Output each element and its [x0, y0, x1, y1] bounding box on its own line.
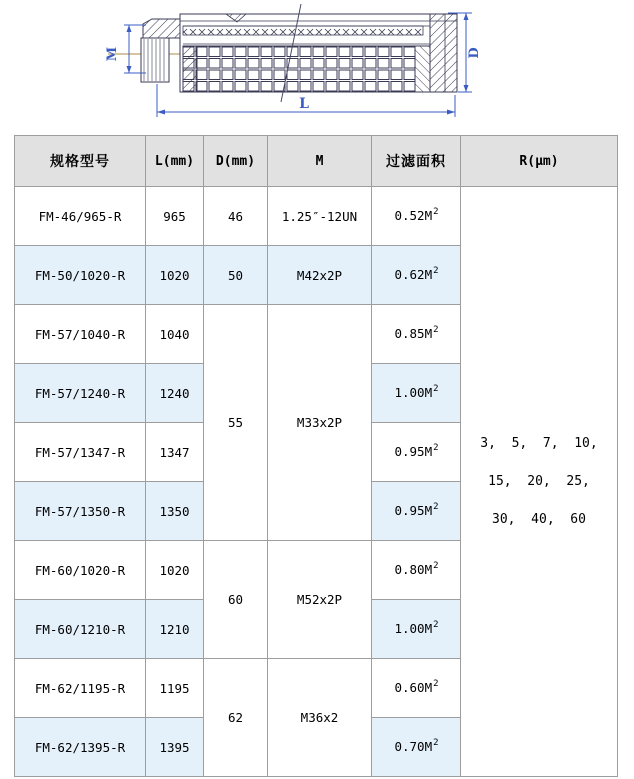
- area-value: 0.95: [394, 503, 425, 519]
- dimension-d-label: D: [467, 47, 482, 59]
- header-model: 规格型号: [15, 136, 146, 187]
- area-value: 0.62: [394, 267, 425, 283]
- model-cell: FM-57/1040-R: [15, 305, 146, 364]
- header-diameter: D(mm): [204, 136, 268, 187]
- micron-line: 15, 20, 25,: [488, 473, 590, 489]
- header-micron: R(μm): [461, 136, 618, 187]
- diameter-cell: 62: [204, 659, 268, 777]
- model-cell: FM-60/1210-R: [15, 600, 146, 659]
- right-end-cap: [430, 14, 457, 92]
- area-sup: 2: [433, 325, 439, 336]
- length-cell: 1195: [146, 659, 204, 718]
- header-length: L(mm): [146, 136, 204, 187]
- micron-line: 3, 5, 7, 10,: [480, 435, 598, 451]
- mesh-grid: [183, 46, 415, 92]
- perforated-band: [183, 26, 423, 35]
- model-cell: FM-57/1350-R: [15, 482, 146, 541]
- area-unit: M: [424, 680, 433, 696]
- length-cell: 1020: [146, 246, 204, 305]
- area-sup: 2: [433, 443, 439, 454]
- left-end-cap: [143, 19, 180, 38]
- length-cell: 1347: [146, 423, 204, 482]
- area-unit: M: [424, 326, 433, 342]
- thread-cell: M52x2P: [268, 541, 372, 659]
- micron-ratings-cell: [461, 187, 618, 777]
- length-cell: 965: [146, 187, 204, 246]
- diameter-cell: 55: [204, 305, 268, 541]
- area-cell: [372, 541, 461, 600]
- weld-zone: [415, 46, 430, 92]
- diameter-cell: 46: [204, 187, 268, 246]
- model-cell: FM-46/965-R: [15, 187, 146, 246]
- length-cell: 1240: [146, 364, 204, 423]
- area-sup: 2: [433, 561, 439, 572]
- area-value: 0.80: [394, 562, 425, 578]
- area-unit: M: [424, 621, 433, 637]
- filter-element-svg: [0, 0, 634, 130]
- header-row: [15, 136, 618, 187]
- micron-line: 30, 40, 60: [492, 511, 586, 527]
- area-unit: M: [424, 267, 433, 283]
- area-cell: [372, 718, 461, 777]
- area-sup: 2: [433, 620, 439, 631]
- thread-cell: 1.25″-12UN: [268, 187, 372, 246]
- area-value: 0.85: [394, 326, 425, 342]
- dimension-m-label: M: [105, 46, 120, 62]
- area-cell: [372, 482, 461, 541]
- thread-cell: M42x2P: [268, 246, 372, 305]
- area-cell: [372, 659, 461, 718]
- element-body: [180, 14, 457, 92]
- table-row: [15, 187, 618, 246]
- diameter-cell: 60: [204, 541, 268, 659]
- area-value: 1.00: [394, 621, 425, 637]
- filter-element-drawing: [0, 0, 634, 130]
- length-cell: 1040: [146, 305, 204, 364]
- header-area: 过滤面积: [372, 136, 461, 187]
- area-value: 0.95: [394, 444, 425, 460]
- length-cell: 1210: [146, 600, 204, 659]
- area-value: 0.52: [394, 208, 425, 224]
- thread-cell: M36x2: [268, 659, 372, 777]
- area-cell: [372, 305, 461, 364]
- area-cell: [372, 600, 461, 659]
- model-cell: FM-62/1195-R: [15, 659, 146, 718]
- area-cell: [372, 364, 461, 423]
- area-sup: 2: [433, 207, 439, 218]
- area-value: 0.60: [394, 680, 425, 696]
- header-thread: M: [268, 136, 372, 187]
- diameter-cell: 50: [204, 246, 268, 305]
- model-cell: FM-57/1347-R: [15, 423, 146, 482]
- area-cell: [372, 246, 461, 305]
- area-value: 1.00: [394, 385, 425, 401]
- area-unit: M: [424, 208, 433, 224]
- area-unit: M: [424, 503, 433, 519]
- area-unit: M: [424, 562, 433, 578]
- area-unit: M: [424, 739, 433, 755]
- model-cell: FM-50/1020-R: [15, 246, 146, 305]
- length-cell: 1350: [146, 482, 204, 541]
- model-cell: FM-60/1020-R: [15, 541, 146, 600]
- area-sup: 2: [433, 502, 439, 513]
- area-unit: M: [424, 385, 433, 401]
- dimension-l-label: L: [299, 96, 309, 112]
- length-cell: 1020: [146, 541, 204, 600]
- model-cell: FM-57/1240-R: [15, 364, 146, 423]
- area-unit: M: [424, 444, 433, 460]
- model-cell: FM-62/1395-R: [15, 718, 146, 777]
- area-sup: 2: [433, 679, 439, 690]
- length-cell: 1395: [146, 718, 204, 777]
- area-sup: 2: [433, 738, 439, 749]
- area-cell: [372, 187, 461, 246]
- area-value: 0.70: [394, 739, 425, 755]
- area-sup: 2: [433, 266, 439, 277]
- thread-cell: M33x2P: [268, 305, 372, 541]
- inner-disc: [183, 46, 197, 92]
- area-cell: [372, 423, 461, 482]
- thread-connector: [141, 38, 169, 82]
- spec-table: [14, 135, 618, 777]
- area-sup: 2: [433, 384, 439, 395]
